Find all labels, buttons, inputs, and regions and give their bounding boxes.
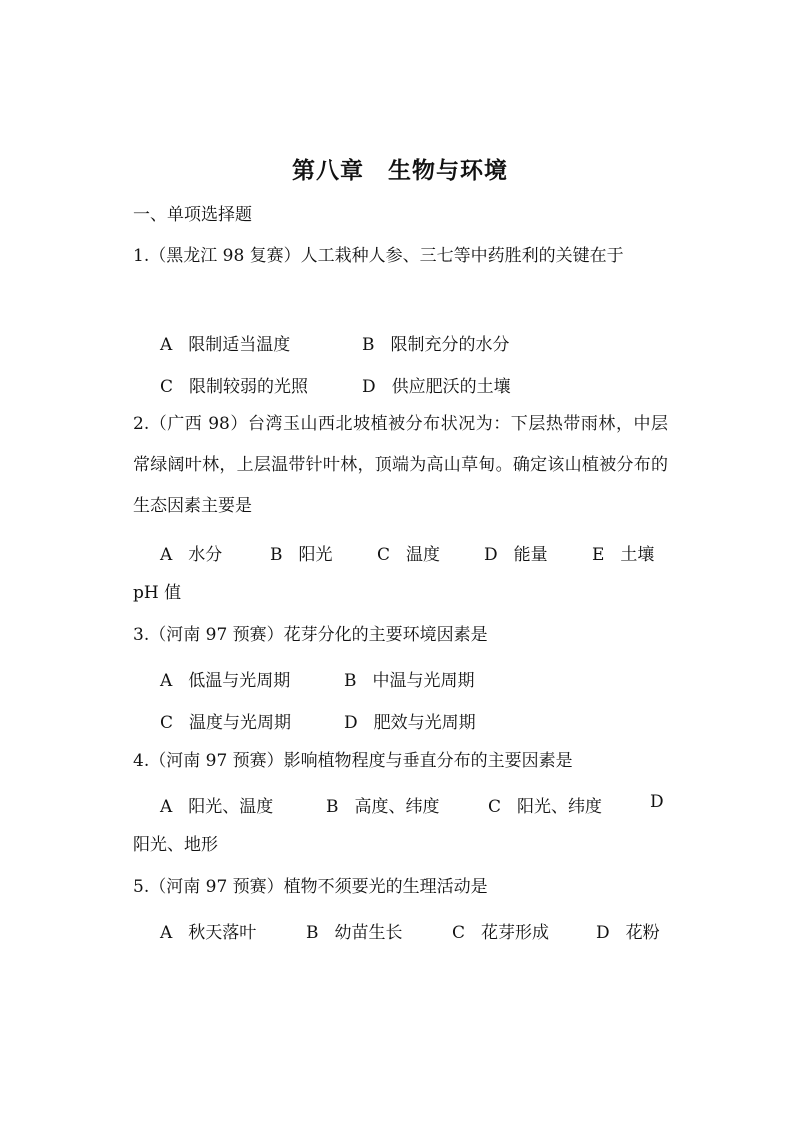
section-heading: 一、单项选择题 <box>133 205 252 225</box>
option-letter: A <box>160 923 173 943</box>
option-letter: D <box>344 713 358 733</box>
question-3-option-d <box>344 708 476 733</box>
option-text: 花芽形成 <box>481 923 550 943</box>
option-letter: D <box>650 792 664 812</box>
option-text: 温度与光周期 <box>189 713 292 733</box>
question-1-option-c <box>160 372 308 397</box>
question-1-option-d <box>362 372 511 397</box>
option-text: 限制较弱的光照 <box>189 377 309 397</box>
question-4-stem: 4.（河南 97 预赛）影响植物程度与垂直分布的主要因素是 <box>133 751 573 771</box>
question-1-stem: 1.（黑龙江 98 复赛）人工栽种人参、三七等中药胜利的关键在于 <box>133 246 624 266</box>
option-text: 高度、纬度 <box>354 797 440 817</box>
question-3-option-b <box>344 666 475 691</box>
question-2-option-b <box>270 540 333 565</box>
option-text: 花粉 <box>625 923 660 943</box>
option-text: 限制充分的水分 <box>390 335 510 355</box>
question-2-option-a <box>160 540 222 565</box>
question-2-option-e <box>592 540 654 565</box>
option-letter: D <box>596 923 610 943</box>
option-text: 中温与光周期 <box>372 671 475 691</box>
option-text: 限制适当温度 <box>188 335 291 355</box>
option-text: 土壤 <box>620 545 655 565</box>
question-3-option-c <box>160 708 291 733</box>
question-3-stem: 3.（河南 97 预赛）花芽分化的主要环境因素是 <box>133 625 488 645</box>
question-2-option-d <box>484 540 548 565</box>
question-4-option-d-continued: 阳光、地形 <box>133 835 218 855</box>
option-letter: D <box>362 377 376 397</box>
question-5-option-c <box>452 918 549 943</box>
option-letter: A <box>160 671 173 691</box>
option-text: 水分 <box>188 545 223 565</box>
option-letter: A <box>160 545 173 565</box>
option-letter: C <box>488 797 502 817</box>
option-letter: A <box>160 797 173 817</box>
option-letter: B <box>326 797 339 817</box>
option-letter: C <box>160 377 174 397</box>
question-4-option-b <box>326 792 440 817</box>
question-2-option-e-continued: pH 值 <box>133 583 182 603</box>
option-letter: B <box>362 335 375 355</box>
question-2-stem: 2.（广西 98）台湾玉山西北坡植被分布状况为：下层热带雨林，中层常绿阔叶林，上层温带针叶林，顶端为高山草甸。确定该山植被分布的生态因素主要是 <box>133 414 668 516</box>
question-5-stem: 5.（河南 97 预赛）植物不须要光的生理活动是 <box>133 877 488 897</box>
option-letter: C <box>377 545 391 565</box>
option-text: 能量 <box>513 545 548 565</box>
option-text: 温度 <box>406 545 441 565</box>
question-5-option-b <box>306 918 403 943</box>
question-3-option-a <box>160 666 290 691</box>
option-text: 幼苗生长 <box>334 923 403 943</box>
option-letter: E <box>592 545 605 565</box>
question-5-option-a <box>160 918 256 943</box>
question-5-option-d <box>596 918 660 943</box>
question-1-option-b <box>362 330 510 355</box>
option-text: 供应肥沃的土壤 <box>391 377 511 397</box>
question-2-option-c <box>377 540 440 565</box>
question-4-option-c <box>488 792 602 817</box>
option-letter: C <box>160 713 174 733</box>
question-1-option-a <box>160 330 290 355</box>
option-letter: A <box>160 335 173 355</box>
option-letter: B <box>270 545 283 565</box>
option-text: 阳光 <box>298 545 333 565</box>
option-text: 秋天落叶 <box>188 923 257 943</box>
option-text: 低温与光周期 <box>188 671 291 691</box>
option-letter: B <box>344 671 357 691</box>
option-letter: B <box>306 923 319 943</box>
option-text: 阳光、温度 <box>188 797 274 817</box>
chapter-title: 第八章 生物与环境 <box>292 157 508 184</box>
option-text: 阳光、纬度 <box>517 797 603 817</box>
option-letter: C <box>452 923 466 943</box>
option-text: 肥效与光周期 <box>373 713 476 733</box>
question-4-option-a <box>160 792 273 817</box>
question-4-option-d <box>650 792 664 812</box>
option-letter: D <box>484 545 498 565</box>
